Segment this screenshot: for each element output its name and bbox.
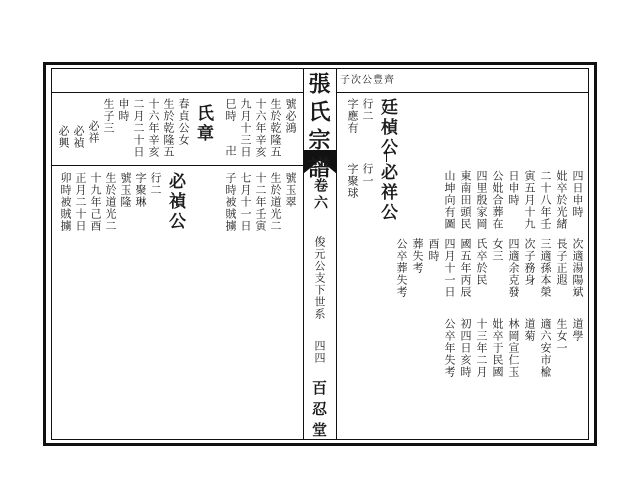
child-line-6: 妣卒于民國 bbox=[491, 318, 504, 378]
shi-zhang-line-4: 二月二十日 bbox=[132, 98, 145, 158]
child-line-2: 道學 bbox=[571, 318, 584, 342]
bio-line-8: 國五年丙辰 bbox=[459, 238, 472, 298]
bio2-line-4: 寅五月十九 bbox=[523, 170, 536, 230]
bio-line-1: 次適湯陽斌 bbox=[571, 238, 584, 298]
shi-zhang-line-3: 十六年辛亥 bbox=[147, 98, 160, 158]
bio-line-2: 長子正遐 bbox=[555, 238, 568, 286]
ting-zhen-courtesy: 字應有 bbox=[346, 98, 359, 134]
top-record-line-2: 生於乾隆五 bbox=[269, 98, 282, 158]
bi-zhen-b-line-1: 號玉隆 bbox=[119, 172, 132, 208]
shi-zhang-line-1: 春貞公女 bbox=[177, 98, 190, 146]
ting-zhen-rank: 行二 bbox=[361, 98, 374, 122]
child-line-1: 生女一 bbox=[555, 318, 568, 354]
volume-label: 卷六 bbox=[312, 178, 328, 212]
child-line-4: 道菊 bbox=[523, 318, 536, 342]
child-line-3: 適六安市楡 bbox=[539, 318, 552, 378]
bio-line-7: 氏卒於民 bbox=[475, 238, 488, 286]
bi-zhen-rank: 行二 bbox=[149, 172, 162, 196]
page-number: 四四 bbox=[313, 340, 326, 364]
bi-zhen-line-3: 十二年壬寅 bbox=[254, 172, 267, 232]
header-rule-left bbox=[51, 92, 303, 93]
shi-zhang-line-2: 生於乾隆五 bbox=[162, 98, 175, 158]
bi-zhen-line-5: 子時被賊擄 bbox=[224, 172, 237, 232]
top-record-line-4: 九月十三日 bbox=[239, 98, 252, 158]
shi-zhang-line-6: 生子三 bbox=[102, 98, 115, 134]
header-note: 子次公豊齊 bbox=[340, 75, 395, 86]
bio2-line-8: 東南田頭民 bbox=[459, 170, 472, 230]
bi-zhen-line-2: 生於道光二 bbox=[269, 172, 282, 232]
hall-name: 百忍堂 bbox=[310, 380, 328, 443]
bi-zhen-line-1: 號玉翠 bbox=[284, 172, 297, 208]
bi-zhen-b-line-2: 生於道光二 bbox=[104, 172, 117, 232]
section-title: 俊元公支下世系 bbox=[313, 236, 326, 320]
shi-zhang-child-1: 必祥 bbox=[87, 120, 100, 144]
bio-line-5: 四適余克發 bbox=[507, 238, 520, 298]
bi-zhen-courtesy: 字聚琳 bbox=[134, 172, 147, 208]
shi-zhang-child-2: 必禎 bbox=[72, 125, 85, 149]
bio-line-3: 三適孫本榮 bbox=[539, 238, 552, 298]
bio2-line-3: 二十八年壬 bbox=[539, 170, 552, 230]
child-line-5: 林岡宣仁玉 bbox=[507, 318, 520, 378]
bi-zhen-name: 必禎公 bbox=[165, 172, 185, 232]
genealogy-title: 張氏宗譜 bbox=[305, 72, 331, 184]
spine-line-left bbox=[303, 68, 304, 440]
top-record-line-3: 十六年辛亥 bbox=[254, 98, 267, 158]
bio2-line-7: 四里殷家岡 bbox=[475, 170, 488, 230]
shi-zhang-name: 氏章 bbox=[193, 104, 213, 144]
bi-zhen-line-4: 七月十一日 bbox=[239, 172, 252, 232]
spine-line-right bbox=[336, 68, 337, 440]
child-line-9: 公卒年失考 bbox=[443, 318, 456, 378]
bio2-line-1: 四日申時 bbox=[571, 170, 584, 218]
bi-xiang-courtesy: 字聚球 bbox=[346, 163, 359, 199]
header-rule-right bbox=[336, 92, 589, 93]
bio2-line-9: 山坤向有圖 bbox=[443, 170, 456, 230]
bi-zhen-b-line-4: 正月二十日 bbox=[74, 172, 87, 232]
bi-xiang-rank: 行一 bbox=[361, 163, 374, 187]
bio-line-6: 女三 bbox=[491, 238, 504, 262]
bio2-line-6: 公妣合葬在 bbox=[491, 170, 504, 230]
shi-zhang-child-3: 必興 bbox=[57, 125, 70, 149]
shi-zhang-line-5: 申時 bbox=[117, 98, 130, 122]
bi-zhen-b-line-3: 十九年己酉 bbox=[89, 172, 102, 232]
lineage-connector bbox=[386, 150, 387, 162]
bio-line-4: 次子務身 bbox=[523, 238, 536, 286]
bio2-line-5: 日申時 bbox=[507, 170, 520, 206]
bi-xiang-name: 必祥公 bbox=[377, 163, 397, 223]
bio-line-10: 酉時 bbox=[427, 238, 440, 262]
bio-line-11: 葬失考 bbox=[411, 238, 424, 274]
bi-zhen-b-line-5: 卯時被賊擄 bbox=[59, 172, 72, 232]
bio-line-12: 公卒葬失考 bbox=[395, 238, 408, 298]
bio-line-9: 四月十一日 bbox=[443, 238, 456, 298]
child-line-8: 初四日亥時 bbox=[459, 318, 472, 378]
bio2-line-2: 妣卒於光緒 bbox=[555, 170, 568, 230]
child-line-7: 十三年二月 bbox=[475, 318, 488, 378]
top-record-mark: 卍 bbox=[224, 145, 237, 157]
ting-zhen-name: 廷楨公 bbox=[377, 98, 397, 158]
top-record-line-1: 號必鴻 bbox=[284, 98, 297, 134]
top-record-line-5: 巳時 bbox=[224, 98, 237, 122]
generation-rule-left bbox=[51, 165, 303, 166]
